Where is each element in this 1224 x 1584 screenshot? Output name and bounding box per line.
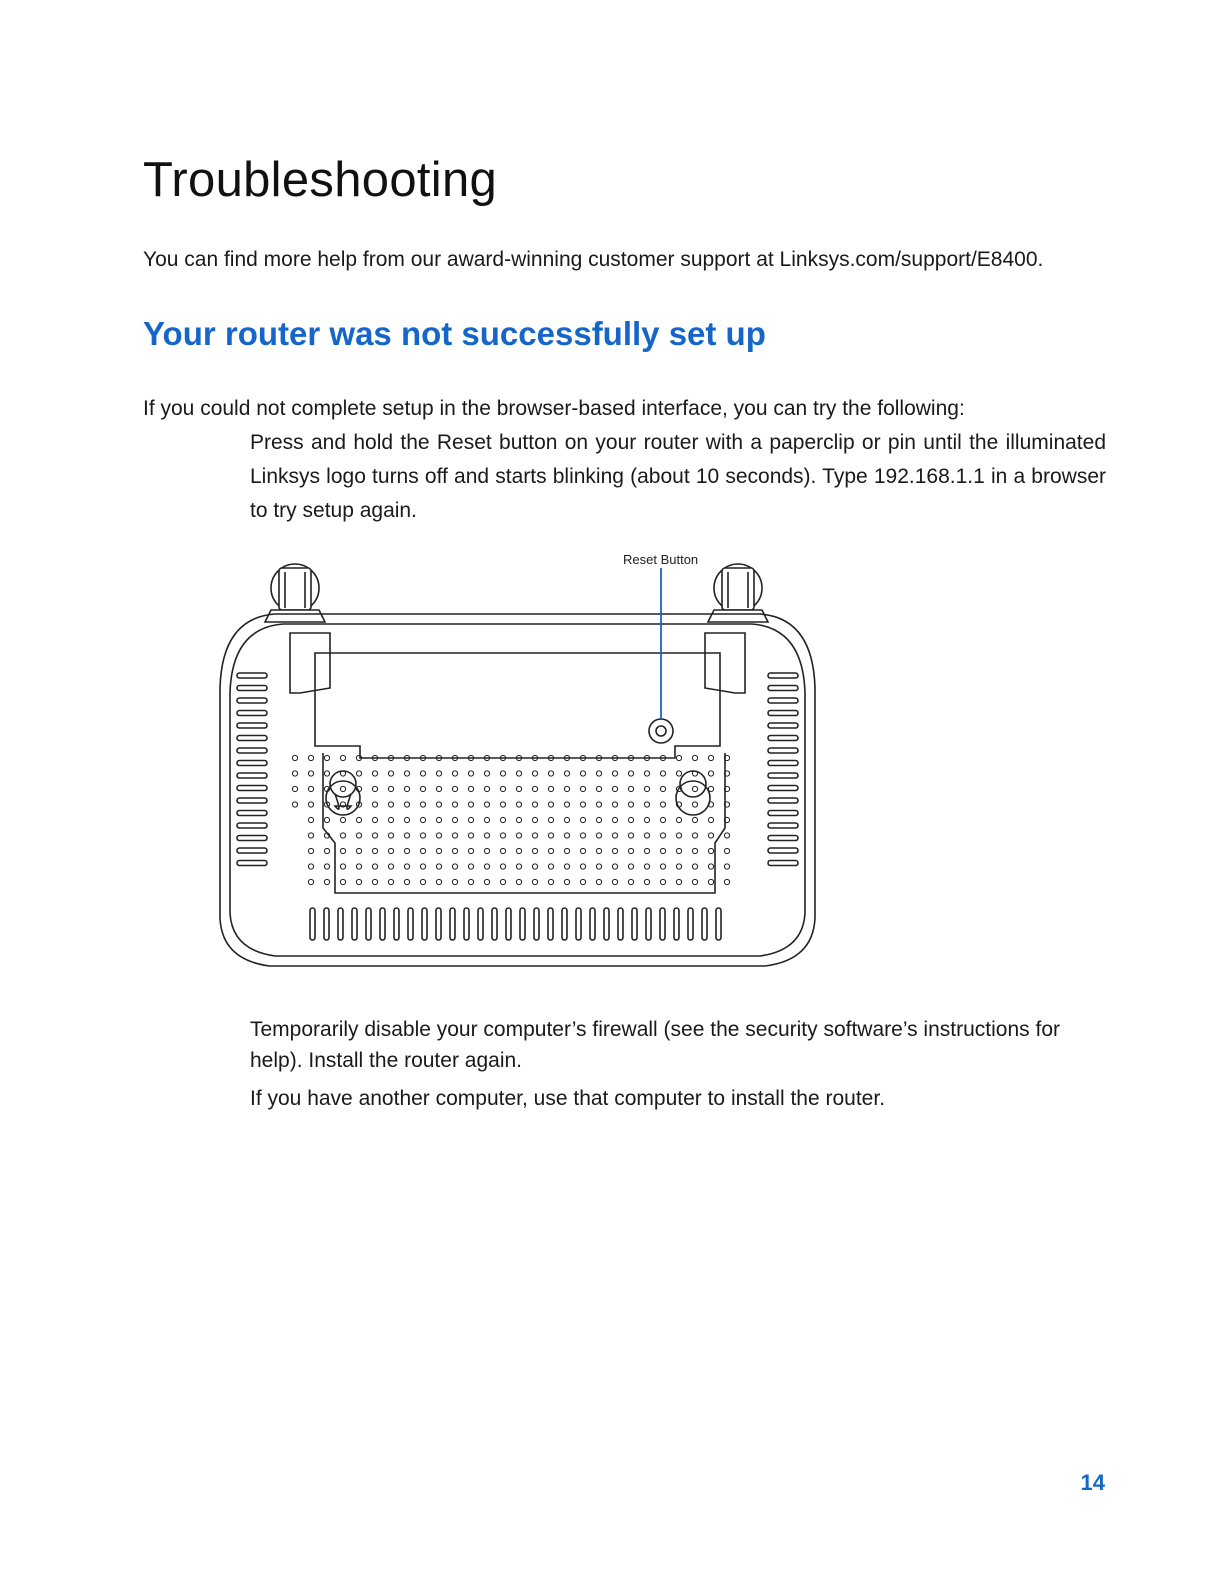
vent-dot-grid [292, 755, 729, 884]
intro-text: You can find more help from our award-winning customer support at Linksys.com/support/E8400. [143, 248, 1044, 271]
left-vents [237, 673, 267, 866]
right-vents [768, 673, 798, 866]
reset-button-label: Reset Button [623, 552, 699, 567]
right-keyhole [676, 771, 710, 815]
reset-button-icon [649, 719, 673, 743]
left-keyhole [326, 771, 360, 815]
step-reset: Press and hold the Reset button on your router with a paperclip or pin until the illuminated Linksys logo turns off and starts blinking (about 10 seconds). Type 192.168.1.1 in a browser to try setup again. [250, 431, 1106, 522]
router-underside-figure [215, 548, 820, 973]
page-number: 14 [1080, 1470, 1105, 1495]
page-title: Troubleshooting [143, 153, 498, 207]
section-heading: Your router was not successfully set up [143, 315, 766, 352]
lead-text: If you could not complete setup in the browser-based interface, you can try the following: [143, 397, 965, 420]
step-firewall: Temporarily disable your computer’s firewall (see the security software’s instructions for help). Install the router again. [250, 1018, 1060, 1072]
step-other-computer: If you have another computer, use that computer to install the router. [250, 1087, 886, 1110]
bottom-vents [310, 908, 721, 940]
